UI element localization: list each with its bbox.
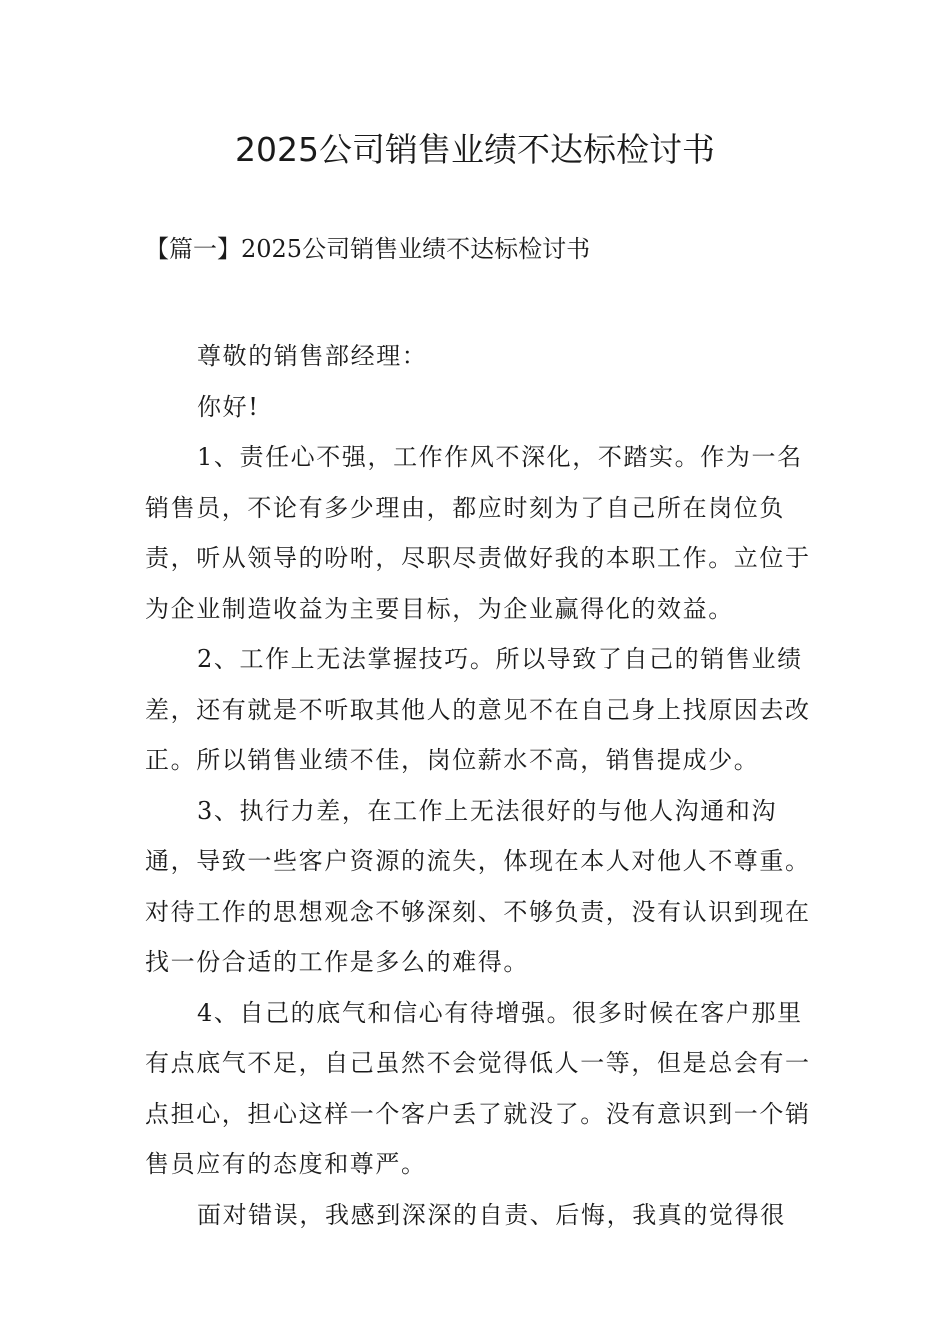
salutation: 尊敬的销售部经理：	[197, 342, 428, 370]
greeting: 你好!	[197, 392, 260, 421]
paragraph-4: 4、自己的底气和信心有待增强。很多时候在客户那里有点底气不足，自己虽然不会觉得低人一等，但是总会有一点担心，担心这样一个客户丢了就没了。没有意识到一个销售员应有的态度和尊严。	[145, 998, 811, 1178]
paragraph-3: 3、执行力差，在工作上无法很好的与他人沟通和沟通，导致一些客户资源的流失，体现在本人对他人不尊重。对待工作的思想观念不够深刻、不够负责，没有认识到现在找一份合适的工作是多么的难得。	[145, 796, 811, 976]
document-title: 2025公司销售业绩不达标检讨书	[235, 130, 715, 169]
paragraph-5: 面对错误，我感到深深的自责、后悔，我真的觉得很	[197, 1200, 786, 1229]
section-heading: 【篇一】2025公司销售业绩不达标检讨书	[145, 235, 591, 263]
document-body	[145, 331, 821, 1240]
paragraph-1: 1、责任心不强，工作作风不深化，不踏实。作为一名销售员，不论有多少理由，都应时刻为了自己所在岗位负责，听从领导的吩咐，尽职尽责做好我的本职工作。立位于为企业制造收益为主要目标，为企业赢得化的效益。	[145, 443, 811, 623]
paragraph-2: 2、工作上无法掌握技巧。所以导致了自己的销售业绩差，还有就是不听取其他人的意见不在自己身上找原因去改正。所以销售业绩不佳，岗位薪水不高，销售提成少。	[145, 645, 811, 774]
